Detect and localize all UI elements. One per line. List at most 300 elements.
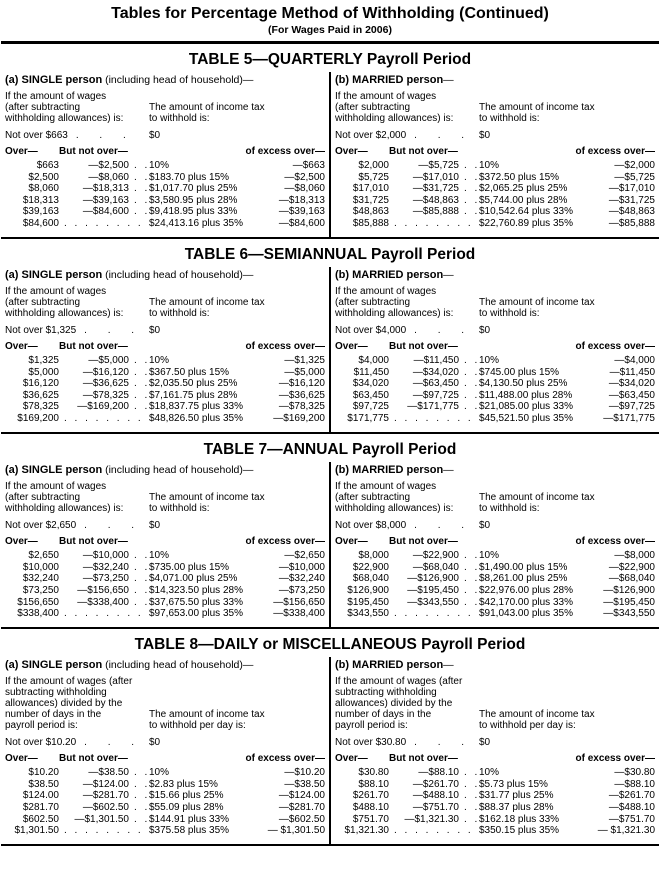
over-amount: $751.70 — [352, 813, 389, 825]
bracket-row — [5, 367, 325, 379]
bracket-row — [335, 608, 655, 620]
panel-heading-bold: (b) MARRIED person — [335, 659, 444, 672]
but-not-over-amount: —$18,313 — [82, 183, 129, 195]
dot-leader — [129, 390, 149, 402]
tax-formula: $31.77 plus 25% — [479, 790, 554, 802]
tax-formula: $11,488.00 plus 28% — [479, 389, 573, 401]
excess-over-amount: —$73,250 — [278, 584, 325, 596]
excess-over-amount: —$16,120 — [278, 378, 325, 390]
over-amount: $31,725 — [352, 194, 389, 206]
tax-formula: $144.91 plus 33% — [149, 813, 230, 825]
panel-heading-bold: (a) SINGLE person — [5, 269, 103, 282]
tax-formula: $367.50 plus 15% — [149, 366, 230, 378]
tax-formula: $162.18 plus 33% — [479, 813, 560, 825]
bracket-row — [335, 562, 655, 574]
over-amount: $17,010 — [352, 183, 389, 195]
wages-condition-label: If the amount of wages (after subtracting withholding allowances) divided by the number of days in the payroll period is: — [335, 676, 463, 732]
bracket-row — [5, 195, 325, 207]
tax-formula: 10% — [149, 160, 170, 171]
bracket-rows — [5, 767, 325, 837]
bracket-row — [5, 355, 325, 367]
top-rule — [1, 41, 659, 44]
dot-leader — [129, 597, 149, 609]
panel-heading — [335, 74, 655, 86]
excess-over-header: of excess over— — [575, 536, 655, 548]
over-amount: $171,775 — [347, 413, 389, 425]
over-header: Over— — [335, 146, 368, 157]
panel-heading-bold: (a) SINGLE person — [5, 464, 103, 477]
panel-heading — [5, 659, 325, 671]
bracket-row — [335, 355, 655, 367]
table-8-title: TABLE 8—DAILY or MISCELLANEOUS Payroll Period — [134, 636, 526, 654]
dot-leader — [459, 367, 479, 379]
bracket-row — [335, 597, 655, 609]
over-amount: $18,313 — [22, 194, 59, 206]
over-amount: $38.50 — [28, 778, 59, 790]
bracket-rows — [335, 550, 655, 620]
wages-condition-label: If the amount of wages (after subtracting withholding allowances) is: — [335, 286, 454, 320]
panel-heading-rest: (including head of household)— — [102, 464, 254, 477]
dot-leader — [459, 550, 479, 562]
tax-formula: $22,976.00 plus 28% — [479, 584, 573, 596]
tax-formula: $45,521.50 plus 35% — [479, 413, 573, 425]
but-not-over-header: But not over— — [389, 146, 458, 157]
but-not-over-header: But not over— — [389, 341, 458, 353]
not-over-label: Not over $30.80 — [335, 737, 407, 749]
bracket-row — [5, 790, 325, 802]
excess-over-amount: — $1,301.50 — [267, 825, 325, 837]
but-not-over-amount: —$31,725 — [412, 183, 459, 195]
excess-over-amount: —$2,500 — [284, 171, 325, 183]
bracket-row — [335, 206, 655, 218]
but-not-over-amount: —$8,060 — [88, 171, 129, 183]
excess-over-amount: —$10.20 — [284, 767, 325, 779]
table-7-single-panel — [1, 462, 329, 627]
excess-over-header: of excess over— — [575, 146, 655, 157]
condition-labels — [335, 481, 655, 514]
table-7-panels — [1, 462, 659, 627]
over-amount: $97,725 — [352, 401, 389, 413]
over-amount: $5,000 — [28, 366, 59, 378]
excess-over-amount: —$602.50 — [278, 813, 325, 825]
section-rule — [1, 237, 659, 240]
tax-formula: $745.00 plus 15% — [479, 366, 560, 378]
wages-condition-label: If the amount of wages (after subtracting withholding allowances) divided by the number of days in the payroll period is: — [5, 676, 133, 732]
over-amount: $1,321.30 — [344, 825, 389, 837]
but-not-over-amount: —$22,900 — [412, 550, 459, 562]
panel-heading-bold: (a) SINGLE person — [5, 659, 103, 672]
but-not-over-amount: —$39,163 — [82, 194, 129, 206]
dot-leader — [459, 195, 479, 207]
not-over-value: $0 — [479, 737, 491, 749]
dot-leader — [129, 183, 149, 195]
wages-condition-label: If the amount of wages (after subtracting withholding allowances) is: — [5, 91, 124, 124]
excess-over-amount: —$343,550 — [603, 608, 655, 620]
excess-over-amount: —$5,000 — [284, 366, 325, 378]
dot-leader — [414, 737, 473, 748]
excess-over-amount: —$68,040 — [608, 573, 655, 585]
table-5-single-panel — [1, 72, 329, 237]
but-not-over-amount: —$48,863 — [412, 194, 459, 206]
over-amount: $8,060 — [28, 183, 59, 195]
dot-leader — [459, 355, 479, 367]
tax-formula: $55.09 plus 28% — [149, 801, 224, 813]
but-not-over-amount: —$16,120 — [82, 366, 129, 378]
dot-leader — [414, 325, 473, 336]
tax-formula: $91,043.00 plus 35% — [479, 608, 573, 620]
column-header-row — [5, 146, 325, 157]
bracket-row — [5, 206, 325, 218]
over-amount: $10.20 — [28, 767, 59, 779]
over-amount: $124.00 — [22, 790, 59, 802]
dot-leader — [459, 390, 479, 402]
but-not-over-amount: —$32,240 — [82, 561, 129, 573]
column-header-row — [335, 146, 655, 157]
excess-over-amount: —$10,000 — [278, 561, 325, 573]
bracket-row — [5, 401, 325, 413]
bracket-row — [335, 779, 655, 791]
over-amount: $84,600 — [22, 217, 59, 229]
but-not-over-amount: —$602.50 — [82, 801, 129, 813]
over-header: Over— — [5, 753, 38, 765]
not-over-value: $0 — [479, 520, 491, 532]
over-header: Over— — [5, 146, 38, 157]
excess-over-amount: —$34,020 — [608, 378, 655, 390]
over-amount: $22,900 — [352, 561, 389, 573]
tax-formula: $1,017.70 plus 25% — [149, 183, 238, 195]
dot-leader — [459, 814, 479, 826]
not-over-label: Not over $2,000 — [335, 130, 407, 141]
not-over-row — [335, 520, 655, 531]
over-amount: $195,450 — [347, 596, 389, 608]
panel-heading-bold: (b) MARRIED person — [335, 464, 444, 477]
dot-leader — [129, 172, 149, 184]
but-not-over-amount: —$281.70 — [82, 790, 129, 802]
bracket-row — [5, 585, 325, 597]
condition-labels — [335, 286, 655, 319]
but-not-over-amount: —$195,450 — [407, 584, 459, 596]
not-over-label: Not over $4,000 — [335, 325, 407, 337]
excess-over-amount: —$22,900 — [608, 561, 655, 573]
panel-heading-rest: (including head of household)— — [102, 659, 254, 672]
excess-over-amount: —$5,725 — [614, 171, 655, 183]
not-over-value: $0 — [149, 737, 161, 749]
excess-over-amount: —$11,450 — [609, 366, 655, 378]
excess-over-amount: —$48,863 — [608, 206, 655, 218]
tax-formula: $735.00 plus 15% — [149, 561, 230, 573]
panel-heading-rest: — — [443, 269, 454, 282]
over-amount: $8,000 — [358, 550, 389, 562]
tax-formula: 10% — [479, 160, 500, 171]
dot-leader — [59, 608, 149, 620]
tax-formula: $48,826.50 plus 35% — [149, 413, 243, 425]
tax-formula: $21,085.00 plus 33% — [479, 401, 573, 413]
wages-condition-label: If the amount of wages (after subtracting withholding allowances) is: — [335, 91, 454, 124]
tax-formula: $88.37 plus 28% — [479, 801, 554, 813]
but-not-over-amount: —$124.00 — [82, 778, 129, 790]
bracket-row — [5, 814, 325, 826]
table-5-panels — [1, 72, 659, 237]
excess-over-header: of excess over— — [245, 341, 325, 353]
tax-formula: $8,261.00 plus 25% — [479, 573, 568, 585]
excess-over-amount: —$4,000 — [614, 355, 655, 367]
tax-formula: $24,413.16 plus 35% — [149, 217, 243, 229]
panel-heading — [5, 269, 325, 281]
bracket-row — [335, 790, 655, 802]
column-header-row — [335, 753, 655, 764]
panel-heading-rest: — — [443, 74, 454, 86]
excess-over-amount: —$488.10 — [608, 801, 655, 813]
over-amount: $30.80 — [358, 767, 389, 779]
tax-formula: $2.83 plus 15% — [149, 778, 218, 790]
table-6-title: TABLE 6—SEMIANNUAL Payroll Period — [184, 246, 476, 264]
column-header-row — [5, 753, 325, 764]
condition-labels — [335, 91, 655, 124]
over-amount: $11,450 — [353, 366, 389, 378]
condition-labels — [335, 676, 655, 731]
wages-condition-label: If the amount of wages (after subtracting withholding allowances) is: — [335, 481, 454, 515]
tax-formula: $4,130.50 plus 25% — [479, 378, 568, 390]
excess-over-amount: —$126,900 — [603, 584, 655, 596]
dot-leader — [459, 779, 479, 791]
panel-heading-bold: (b) MARRIED person — [335, 269, 444, 282]
dot-leader — [414, 520, 473, 531]
excess-over-amount: —$663 — [292, 160, 325, 171]
not-over-label: Not over $2,650 — [5, 520, 77, 532]
over-amount: $63,450 — [352, 389, 389, 401]
tax-formula: $350.15 plus 35% — [479, 825, 560, 837]
condition-labels — [5, 676, 325, 731]
tax-formula: 10% — [479, 355, 500, 367]
panel-heading-bold: (b) MARRIED person — [335, 74, 444, 86]
bracket-rows — [5, 550, 325, 620]
tax-formula: 10% — [479, 767, 500, 779]
bracket-row — [5, 550, 325, 562]
not-over-row — [5, 520, 325, 531]
tax-amount-label: The amount of income tax to withhold per day is: — [149, 709, 265, 732]
but-not-over-amount: —$343,550 — [407, 596, 459, 608]
table-6-single-panel — [1, 267, 329, 432]
dot-leader — [129, 367, 149, 379]
over-amount: $1,325 — [28, 355, 59, 367]
page-subtitle: (For Wages Paid in 2006) — [268, 24, 392, 36]
excess-over-amount: —$85,888 — [608, 217, 655, 229]
dot-leader — [459, 401, 479, 413]
bracket-row — [5, 378, 325, 390]
but-not-over-amount: —$751.70 — [412, 801, 459, 813]
bracket-row — [5, 562, 325, 574]
over-amount: $169,200 — [17, 413, 59, 425]
but-not-over-amount: —$338,400 — [77, 596, 129, 608]
bracket-row — [335, 195, 655, 207]
excess-over-amount: — $1,321.30 — [597, 825, 655, 837]
bracket-row — [5, 608, 325, 620]
but-not-over-amount: —$84,600 — [82, 206, 129, 218]
dot-leader — [76, 130, 143, 141]
excess-over-amount: —$195,450 — [603, 596, 655, 608]
not-over-row — [335, 325, 655, 336]
dot-leader — [459, 562, 479, 574]
tax-formula: 10% — [479, 550, 500, 562]
not-over-label: Not over $1,325 — [5, 325, 77, 337]
but-not-over-amount: —$34,020 — [412, 366, 459, 378]
excess-over-amount: —$97,725 — [608, 401, 655, 413]
dot-leader — [459, 790, 479, 802]
page-title: Tables for Percentage Method of Withholding (Continued) — [111, 5, 549, 22]
bracket-rows — [5, 355, 325, 425]
bracket-row — [5, 183, 325, 195]
not-over-row — [335, 737, 655, 748]
but-not-over-amount: —$78,325 — [82, 389, 129, 401]
bracket-row — [5, 597, 325, 609]
tax-amount-label: The amount of income tax to withhold is: — [479, 492, 595, 515]
excess-over-header: of excess over— — [245, 753, 325, 765]
bracket-row — [335, 585, 655, 597]
tax-formula: $14,323.50 plus 28% — [149, 584, 243, 596]
bracket-row — [5, 390, 325, 402]
bracket-row — [5, 767, 325, 779]
bracket-row — [335, 378, 655, 390]
bracket-rows — [335, 767, 655, 837]
excess-over-amount: —$2,650 — [284, 550, 325, 562]
but-not-over-amount: —$10,000 — [82, 550, 129, 562]
bracket-row — [335, 825, 655, 837]
bracket-row — [335, 550, 655, 562]
but-not-over-header: But not over— — [389, 536, 458, 548]
tax-amount-label: The amount of income tax to withhold is: — [149, 492, 265, 515]
over-amount: $2,000 — [358, 160, 389, 171]
excess-over-amount: —$17,010 — [608, 183, 655, 195]
tax-formula: $97,653.00 plus 35% — [149, 608, 243, 620]
section-rule — [1, 432, 659, 435]
dot-leader — [389, 413, 479, 425]
but-not-over-amount: —$156,650 — [77, 584, 129, 596]
table-8-single-panel — [1, 657, 329, 844]
but-not-over-amount: —$261.70 — [412, 778, 459, 790]
dot-leader — [129, 550, 149, 562]
over-amount: $261.70 — [352, 790, 389, 802]
bracket-row — [335, 390, 655, 402]
but-not-over-amount: —$1,321.30 — [404, 813, 459, 825]
dot-leader — [389, 608, 479, 620]
bracket-rows — [5, 160, 325, 230]
bracket-row — [335, 767, 655, 779]
bracket-row — [335, 367, 655, 379]
table-7-title: TABLE 7—ANNUAL Payroll Period — [203, 441, 457, 459]
excess-over-header: of excess over— — [575, 341, 655, 353]
over-amount: $338,400 — [17, 608, 59, 620]
excess-over-amount: —$78,325 — [278, 401, 325, 413]
panel-heading — [335, 659, 655, 671]
tax-formula: $375.58 plus 35% — [149, 825, 230, 837]
over-amount: $4,000 — [358, 355, 389, 367]
not-over-row — [5, 325, 325, 336]
excess-over-amount: —$38.50 — [284, 778, 325, 790]
but-not-over-amount: —$171,775 — [407, 401, 459, 413]
over-amount: $126,900 — [347, 584, 389, 596]
over-amount: $2,650 — [28, 550, 59, 562]
dot-leader — [129, 790, 149, 802]
over-amount: $78,325 — [22, 401, 59, 413]
dot-leader — [84, 325, 143, 336]
bracket-rows — [335, 160, 655, 230]
bracket-row — [335, 160, 655, 172]
table-6-married-panel — [331, 267, 659, 432]
dot-leader — [414, 130, 473, 141]
wages-condition-label: If the amount of wages (after subtracting withholding allowances) is: — [5, 481, 124, 515]
bracket-row — [5, 779, 325, 791]
dot-leader — [129, 814, 149, 826]
tax-formula: $7,161.75 plus 28% — [149, 389, 238, 401]
excess-over-amount: —$84,600 — [278, 217, 325, 229]
dot-leader — [459, 183, 479, 195]
not-over-value: $0 — [149, 325, 161, 337]
section-rule — [1, 627, 659, 630]
dot-leader — [84, 520, 143, 531]
excess-over-amount: —$281.70 — [278, 801, 325, 813]
but-not-over-header: But not over— — [59, 753, 128, 765]
table-7-section — [1, 441, 659, 629]
dot-leader — [459, 206, 479, 218]
but-not-over-amount: —$68,040 — [412, 561, 459, 573]
over-amount: $48,863 — [352, 206, 389, 218]
but-not-over-header: But not over— — [389, 753, 458, 765]
dot-leader — [459, 172, 479, 184]
over-header: Over— — [335, 536, 368, 548]
tax-formula: $10,542.64 plus 33% — [479, 206, 573, 218]
bracket-row — [335, 802, 655, 814]
dot-leader — [459, 585, 479, 597]
bracket-row — [335, 183, 655, 195]
over-header: Over— — [335, 341, 368, 353]
table-6-section — [1, 246, 659, 434]
excess-over-amount: —$156,650 — [273, 596, 325, 608]
excess-over-amount: —$2,000 — [614, 160, 655, 171]
excess-over-amount: —$32,240 — [278, 573, 325, 585]
tax-amount-label: The amount of income tax to withhold is: — [149, 102, 265, 124]
excess-over-amount: —$18,313 — [278, 194, 325, 206]
bracket-row — [335, 172, 655, 184]
not-over-row — [335, 130, 655, 141]
excess-over-amount: —$124.00 — [278, 790, 325, 802]
excess-over-amount: —$8,060 — [284, 183, 325, 195]
over-header: Over— — [5, 536, 38, 548]
over-amount: $73,250 — [22, 584, 59, 596]
dot-leader — [459, 597, 479, 609]
but-not-over-amount: —$5,000 — [88, 355, 129, 367]
but-not-over-header: But not over— — [59, 341, 128, 353]
table-5-title: TABLE 5—QUARTERLY Payroll Period — [188, 51, 472, 68]
over-amount: $88.10 — [358, 778, 389, 790]
table-6-panels — [1, 267, 659, 432]
tax-formula: $22,760.89 plus 35% — [479, 217, 573, 229]
panel-heading-rest: (including head of household)— — [102, 269, 254, 282]
panel-heading — [335, 464, 655, 476]
column-header-row — [5, 536, 325, 547]
excess-over-amount: —$751.70 — [608, 813, 655, 825]
panel-heading-bold: (a) SINGLE person — [5, 74, 103, 86]
panel-heading-rest: (including head of household)— — [102, 74, 254, 86]
bracket-row — [335, 401, 655, 413]
tax-formula: $2,035.50 plus 25% — [149, 378, 238, 390]
over-amount: $68,040 — [352, 573, 389, 585]
but-not-over-amount: —$17,010 — [412, 171, 459, 183]
panel-heading — [5, 74, 325, 86]
tax-formula: $4,071.00 plus 25% — [149, 573, 238, 585]
over-amount: $2,500 — [28, 171, 59, 183]
dot-leader — [459, 767, 479, 779]
bracket-row — [5, 825, 325, 837]
